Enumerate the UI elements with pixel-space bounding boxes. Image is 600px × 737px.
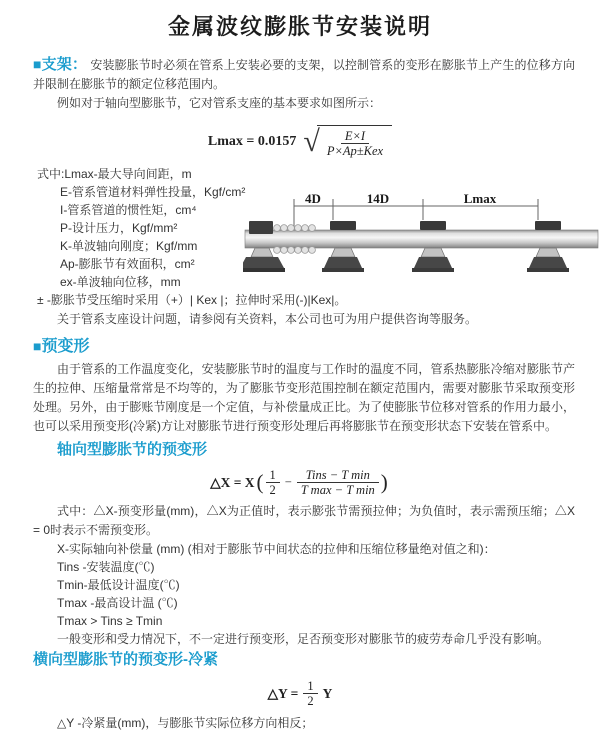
axial-subheading: 轴向型膨胀节的预变形: [57, 441, 208, 458]
definition-line: Tmin-最低设计温度(℃): [57, 578, 180, 592]
definition-line: Tmax -最高设计温 (℃): [57, 596, 178, 610]
definition-line: Tins -安装温度(℃): [57, 560, 155, 574]
predeform-heading-label: 预变形: [41, 338, 90, 355]
formula-axial: [0, 465, 600, 499]
definition-line: P-设计压力，Kgf/mm²: [60, 221, 178, 235]
support-example-line: 例如对于轴向型膨胀节，它对管系支座的基本要求如图所示：: [57, 96, 382, 110]
close-paren: ): [380, 469, 388, 494]
one-half-fraction: $\frac{1}{2}$: [266, 468, 280, 497]
definition-line: K-单波轴向刚度；Kgf/mm: [60, 239, 198, 253]
definition-line: ex-单波轴向位移，mm: [60, 275, 181, 289]
sqrt-icon: √: [303, 124, 320, 158]
support-heading-label: 支架：: [41, 56, 87, 73]
formula-lmax-denominator: P×Ap±Kex: [326, 143, 384, 158]
pipe: [245, 230, 598, 248]
predeform-section-heading: [33, 335, 600, 358]
lateral-subheading: 横向型膨胀节的预变形-冷紧: [33, 651, 218, 668]
plus-minus-note: ± -膨胀节受压缩时采用（+）| Kex |；拉伸时采用(-)|Kex|。: [37, 293, 347, 307]
definition-line: X-实际轴向补偿量 (mm) (相对于膨胀节中间状态的拉伸和压缩位移量绝对值之和)：: [57, 542, 496, 556]
definition-line: E-管系管道材料弹性投量，Kgf/cm²: [60, 185, 246, 199]
definition-line: Ap-膨胀节有效面积，cm²: [60, 257, 195, 271]
formula-lmax-numerator: E×I: [341, 129, 369, 144]
predeform-paragraph: 由于管系的工作温度变化，安装膨胀节时的温度与工作时的温度不同，管系热膨胀冷缩对膨胀节产生的拉伸、压缩量常常是不均等的，为了膨胀节变形范围控制在额定范围内，需要对膨胀节采取预变形处理。另外，由于膨账节刚度是一个定值，与补偿量成正比。为了使膨胀节位移对管系的作用力最小，也可以采用预变形(冷紧)方让对膨胀节进行预变形处理后再将膨胀节在预变形状态下安装在管系中。: [33, 362, 575, 433]
axial-note-paragraph: 式中：△X-预变形量(mm)，△X为正值时，表示膨张节需预拉伸；为负值时，表示需预压缩；△X = 0时表示不需预变形。: [33, 504, 575, 537]
formula-lmax: [0, 122, 600, 160]
dim-label-14d: 14D: [366, 192, 390, 206]
support-intro-text: 安装膨胀节时必须在管系上安装必要的支架，以控制管系的变形在膨胀节上产生的位移方向并限制在膨胀节的额定位移范围内。: [33, 58, 575, 91]
one-half-fraction: $\frac{1}{2}$: [303, 679, 317, 708]
pipe-support-diagram-svg: [243, 192, 600, 297]
formula-axial-lhs: △X = X: [210, 474, 255, 490]
minus-sign: −: [284, 474, 292, 489]
formula-lmax-lhs: Lmax = 0.0157: [207, 133, 297, 149]
definition-line: 式中:Lmax-最大导向间距，m: [37, 167, 192, 181]
formula-lateral-lhs: △Y =: [267, 685, 299, 701]
service-note: 关于管系支座设计问题，请参阅有关资料，本公司也可为用户提供咨询等服务。: [57, 311, 478, 326]
formula-lateral: [0, 678, 600, 708]
definition-line: Tmax > Tins ≥ Tmin: [57, 614, 163, 628]
formula-axial-numerator: Tins − T min: [305, 467, 370, 482]
support-intro-paragraph: [33, 55, 575, 94]
dim-label-lmax: Lmax: [463, 192, 497, 206]
support-section-heading: [33, 56, 87, 73]
formula-lmax-radical: [303, 125, 392, 158]
pipe-support-diagram: [243, 192, 600, 297]
axial-definitions-list: [57, 540, 600, 648]
dim-label-4d: 4D: [305, 192, 321, 206]
temperature-fraction: [297, 468, 379, 497]
lateral-note-line: △Y -冷紧量(mm)，与膨胀节实际位移方向相反；: [57, 716, 314, 730]
blue-square-bullet-icon: ■: [33, 338, 42, 354]
definition-line: 一般变形和受力情况下，不一定进行预变形，足否预变形对膨胀节的疲劳寿命几乎没有影响。: [57, 632, 550, 646]
formula-lateral-rhs: Y: [322, 685, 333, 701]
definition-line: I-管系管道的惯性矩，cm⁴: [60, 203, 197, 217]
page-title: 金属波纹膨胀节安装说明: [167, 14, 432, 39]
formula-axial-denominator: T max − T min: [297, 482, 379, 497]
blue-square-bullet-icon: ■: [33, 56, 42, 72]
open-paren: (: [256, 469, 264, 494]
